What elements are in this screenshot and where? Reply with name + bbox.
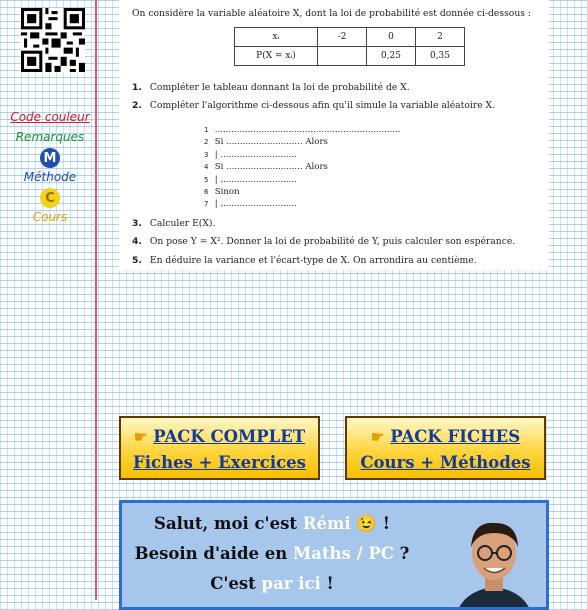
promo-line-2	[122, 539, 422, 569]
question-number: 4.	[132, 236, 142, 247]
line-number: 5	[204, 175, 209, 184]
promo-text-part: 😉 !	[350, 514, 390, 533]
question-number: 2.	[132, 100, 142, 111]
question-1	[132, 82, 410, 93]
legend-methode: Méthode	[23, 170, 77, 184]
pack-fiches-line1[interactable]: PACK FICHES	[390, 427, 521, 446]
promo-text-part: C'est	[210, 574, 262, 593]
line-text: Si ............................ Alors	[214, 137, 328, 148]
line-number: 4	[204, 163, 209, 172]
algorithm-line	[204, 198, 401, 210]
pack-complet-button[interactable]	[119, 416, 320, 480]
algorithm-line	[204, 136, 401, 148]
line-number: 1	[204, 126, 209, 134]
algorithm-line	[204, 124, 401, 136]
algorithm-line	[204, 186, 401, 198]
promo-text-part: Salut, moi c'est	[154, 514, 303, 533]
question-number: 5.	[132, 255, 142, 266]
question-text: On pose Y = X². Donner la loi de probabilité de Y, puis calculer son espérance.	[149, 236, 516, 247]
pack-complet-line2[interactable]: Fiches + Exercices	[133, 453, 306, 472]
question-text: Compléter l'algorithme ci-dessous afin qu'il simule la variable aléatoire X.	[149, 100, 496, 111]
table-row	[235, 28, 465, 47]
subject-label: Maths / PC	[292, 544, 394, 563]
cours-badge-icon: C	[40, 188, 60, 208]
question-4	[132, 236, 515, 247]
tutor-avatar	[449, 513, 539, 610]
legend-cours: Cours	[32, 210, 68, 224]
question-text: Calculer E(X).	[149, 218, 216, 229]
question-3	[132, 218, 215, 229]
table-cell: P(X = xᵢ)	[235, 47, 318, 66]
promo-line-1	[122, 509, 422, 539]
question-number: 3.	[132, 218, 142, 229]
algorithm-line	[204, 174, 401, 186]
table-cell: 2	[416, 28, 465, 47]
algorithm-line	[204, 161, 401, 173]
table-cell	[318, 47, 367, 66]
promo-text-part: !	[320, 574, 334, 593]
line-text: | ............................	[214, 199, 297, 210]
question-text: Compléter le tableau donnant la loi de probabilité de X.	[149, 82, 410, 93]
table-cell: -2	[318, 28, 367, 47]
promo-text-part: ?	[393, 544, 410, 563]
question-text: En déduire la variance et l'écart-type de X. On arrondira au centième.	[149, 255, 477, 266]
line-text: | ............................	[214, 174, 297, 185]
table-cell: 0,25	[367, 47, 416, 66]
algorithm-line	[204, 149, 401, 161]
tutor-name: Rémi	[302, 514, 351, 533]
promo-text-part: Besoin d'aide en	[134, 544, 293, 563]
table-cell: xᵢ	[235, 28, 318, 47]
line-number: 2	[204, 138, 209, 147]
tutor-promo-banner[interactable]	[119, 500, 549, 610]
line-number: 7	[204, 200, 209, 209]
line-number: 3	[204, 150, 209, 159]
exercise-intro: On considère la variable aléatoire X, dont la loi de probabilité est donnée ci-dessous :	[132, 8, 531, 19]
pack-fiches-button[interactable]	[345, 416, 546, 480]
probability-table	[234, 27, 465, 66]
table-cell: 0	[367, 28, 416, 47]
promo-link[interactable]: par ici	[261, 574, 321, 593]
qr-code-icon	[21, 8, 85, 72]
line-text: Si ............................ Alors	[214, 162, 328, 173]
line-text: Sinon	[214, 187, 240, 198]
pointing-hand-icon: ☛	[133, 428, 148, 446]
algorithm-block	[204, 124, 401, 211]
color-code-legend	[8, 106, 92, 224]
qr-code[interactable]	[21, 8, 85, 72]
pointing-hand-icon: ☛	[370, 428, 385, 446]
promo-line-3	[122, 569, 422, 599]
line-text: | ............................	[214, 149, 297, 160]
table-row	[235, 47, 465, 66]
question-5	[132, 255, 477, 266]
line-text: ....................................................................	[214, 125, 401, 135]
question-2	[132, 100, 495, 111]
line-number: 6	[204, 188, 209, 197]
legend-title: Code couleur	[10, 110, 90, 124]
pack-fiches-line2[interactable]: Cours + Méthodes	[360, 453, 531, 472]
table-cell: 0,35	[416, 47, 465, 66]
notebook-margin-line	[95, 0, 97, 600]
exercise-sheet	[119, 0, 549, 270]
promo-text	[122, 509, 422, 599]
question-number: 1.	[132, 82, 142, 93]
legend-remarques: Remarques	[15, 130, 85, 144]
pack-complet-line1[interactable]: PACK COMPLET	[153, 427, 306, 446]
methode-badge-icon: M	[40, 148, 60, 168]
